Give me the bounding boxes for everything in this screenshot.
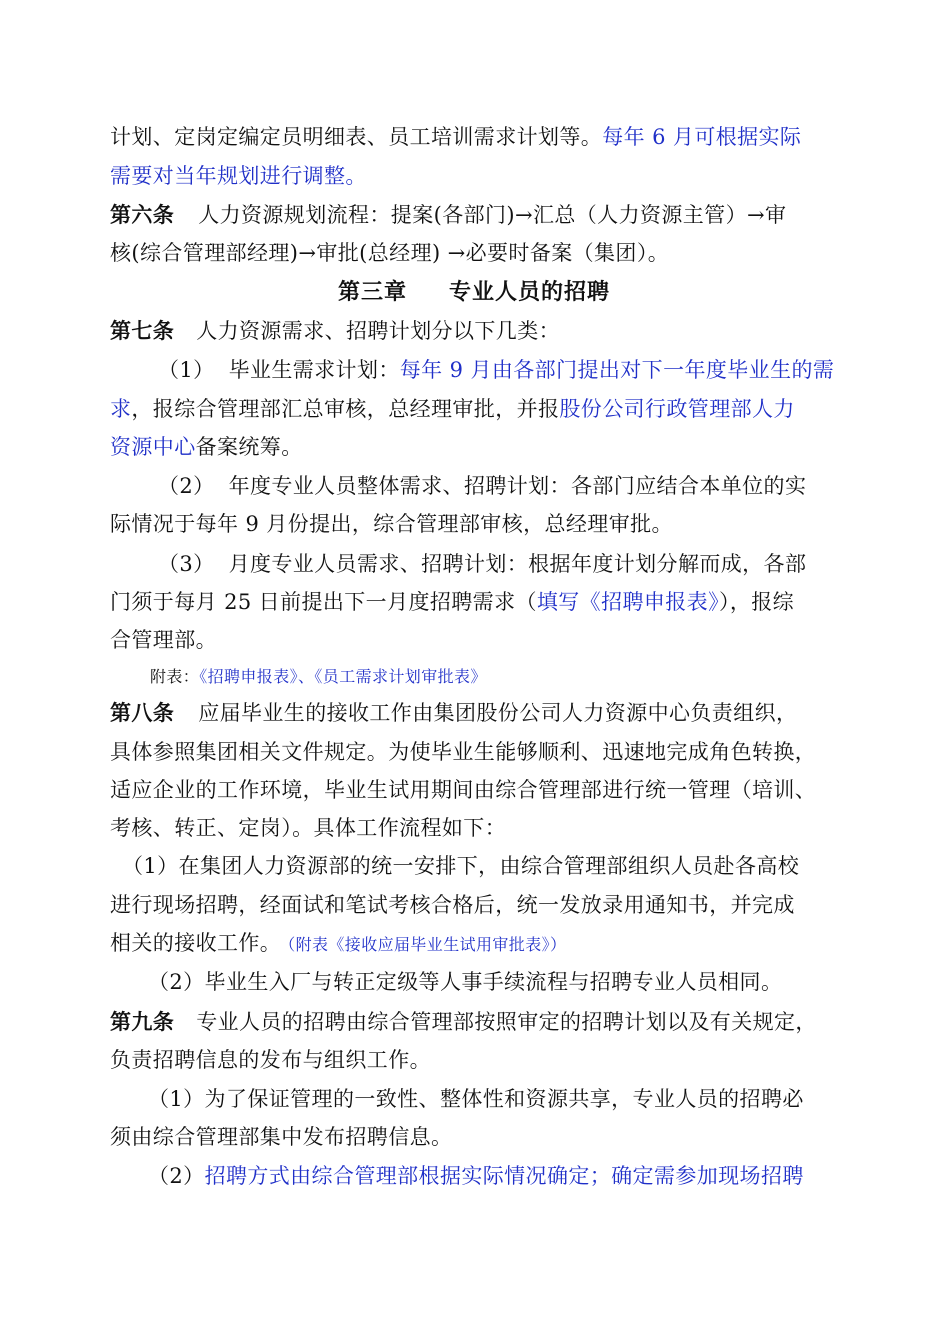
form-reference: 《招聘申报表》、《员工需求计划审批表》 <box>199 667 487 686</box>
article-9: 第九条 专业人员的招聘由综合管理部按照审定的招聘计划以及有关规定， <box>110 1009 817 1034</box>
article-label: 第九条 <box>110 1009 175 1034</box>
list-item: （1）为了保证管理的一致性、整体性和资源共享，专业人员的招聘必 <box>148 1087 804 1111</box>
article-8: 第八条 应届毕业生的接收工作由集团股份公司人力资源中心负责组织， <box>110 700 798 725</box>
text-line: 负责招聘信息的发布与组织工作。 <box>110 1048 431 1072</box>
list-item: （2） 年度专业人员整体需求、招聘计划：各部门应结合本单位的实 <box>158 474 807 498</box>
text-line: 具体参照集团相关文件规定。为使毕业生能够顺利、迅速地完成角色转换， <box>110 740 817 764</box>
text-line: 际情况于每年 9 月份提出，综合管理部审核，总经理审批。 <box>110 512 673 536</box>
list-item: （1） 毕业生需求计划：每年 9 月由各部门提出对下一年度毕业生的需 <box>158 358 835 382</box>
article-6: 第六条 人力资源规划流程：提案(各部门)→汇总（人力资源主管）→审 <box>110 202 787 227</box>
highlighted-text: 求 <box>110 397 132 421</box>
list-item: （2）招聘方式由综合管理部根据实际情况确定；确定需参加现场招聘 <box>148 1164 804 1188</box>
highlighted-text: 招聘方式由综合管理部根据实际情况确定；确定需参加现场招聘 <box>204 1164 804 1188</box>
highlighted-text: 每年 9 月由各部门提出对下一年度毕业生的需 <box>399 358 835 382</box>
highlighted-text: 每年 6 月可根据实际 <box>602 125 802 149</box>
text-line: 门须于每月 25 日前提出下一月度招聘需求（填写《招聘申报表》），报综 <box>110 590 795 614</box>
article-7: 第七条 人力资源需求、招聘计划分以下几类： <box>110 318 561 343</box>
list-item: （3） 月度专业人员需求、招聘计划：根据年度计划分解而成，各部 <box>158 552 807 576</box>
highlighted-text: 需要对当年规划进行调整。 <box>110 164 367 188</box>
form-reference: 填写《招聘申报表》 <box>536 590 719 614</box>
text-line: 求，报综合管理部汇总审核，总经理审批，并报股份公司行政管理部人力 <box>110 397 795 421</box>
chapter-title: 第三章 专业人员的招聘 <box>338 279 611 305</box>
article-label: 第八条 <box>110 700 175 725</box>
article-label: 第六条 <box>110 202 175 227</box>
text-line: 须由综合管理部集中发布招聘信息。 <box>110 1125 453 1149</box>
attachment-note: 附表：《招聘申报表》、《员工需求计划审批表》 <box>150 667 487 686</box>
text-line: 适应企业的工作环境，毕业生试用期间由综合管理部进行统一管理（培训、 <box>110 778 817 802</box>
text-line: 相关的接收工作。 （附表《接收应届毕业生试用审批表》） <box>110 931 567 955</box>
highlighted-text: 资源中心 <box>110 435 196 459</box>
text-line: 考核、转正、定岗）。具体工作流程如下： <box>110 816 507 840</box>
text-line: 资源中心备案统筹。 <box>110 435 303 459</box>
highlighted-text: 股份公司行政管理部人力 <box>559 397 795 421</box>
article-label: 第七条 <box>110 318 175 343</box>
form-reference: （附表《接收应届毕业生试用审批表》） <box>287 935 567 954</box>
text-line: 计划、定岗定编定员明细表、员工培训需求计划等。每年 6 月可根据实际 <box>110 125 802 149</box>
list-item: （1）在集团人力资源部的统一安排下，由综合管理部组织人员赴各高校 <box>122 854 800 878</box>
text-line: 合管理部。 <box>110 628 217 652</box>
list-item: （2）毕业生入厂与转正定级等人事手续流程与招聘专业人员相同。 <box>148 970 783 994</box>
text-line: 进行现场招聘，经面试和笔试考核合格后，统一发放录用通知书，并完成 <box>110 893 795 917</box>
text-line: 核(综合管理部经理)→审批(总经理) →必要时备案（集团）。 <box>110 241 670 265</box>
